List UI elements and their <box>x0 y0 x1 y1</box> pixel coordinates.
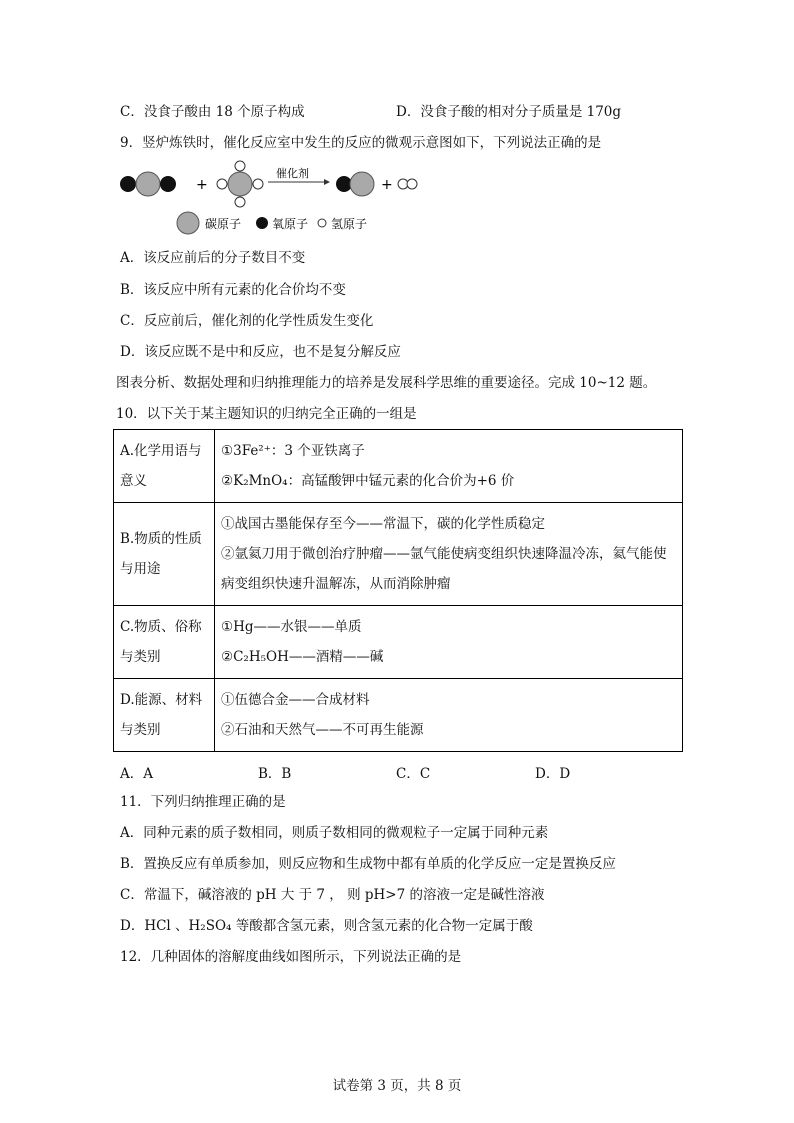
q11-option-a: A．同种元素的质子数相同，则质子数相同的微观粒子一定属于同种元素 <box>120 825 549 841</box>
table-row <box>114 679 683 752</box>
legend-oxygen-icon <box>256 217 268 229</box>
q8-option-c: C．没食子酸由 18 个原子构成 <box>120 104 305 120</box>
section-intro: 图表分析、数据处理和归纳推理能力的培养是发展科学思维的重要途径。完成 10~12 题。 <box>116 375 657 391</box>
q9-option-d: D．该反应既不是中和反应，也不是复分解反应 <box>120 344 401 360</box>
row-item: ②K₂MnO₄：高锰酸钾中锰元素的化合价为+6 价 <box>221 473 515 489</box>
q10-stem: 10．以下关于某主题知识的归纳完全正确的一组是 <box>116 406 417 422</box>
q11-option-b: B．置换反应有单质参加，则反应物和生成物中都有单质的化学反应一定是置换反应 <box>120 856 616 872</box>
legend-carbon-label: 碳原子 <box>205 217 242 231</box>
row-content <box>215 503 683 606</box>
q9-option-c: C．反应前后，催化剂的化学性质发生变化 <box>120 313 374 329</box>
q10-option-d: D．D <box>535 766 571 782</box>
row-item: ②C₂H₅OH——酒精——碱 <box>221 649 384 665</box>
legend-carbon-icon <box>177 212 199 234</box>
table-row <box>114 430 683 503</box>
ch4-molecule <box>217 161 263 207</box>
row-category: A.化学用语与意义 <box>114 430 215 503</box>
q12-stem: 12．几种固体的溶解度曲线如图所示，下列说法正确的是 <box>120 949 462 965</box>
table-row <box>114 606 683 679</box>
table-row <box>114 503 683 606</box>
legend <box>177 212 367 234</box>
row-content <box>215 430 683 503</box>
row-item: ②氩氦刀用于微创治疗肿瘤——氩气能使病变组织快速降温冷冻，氦气能使病变组织快速升温解冻，从而消除肿瘤 <box>221 546 667 592</box>
q11-stem: 11．下列归纳推理正确的是 <box>120 794 286 810</box>
catalyst-label: 催化剂 <box>276 167 309 180</box>
q11-option-d: D．HCl 、H₂SO₄ 等酸都含氢元素，则含氢元素的化合物一定属于酸 <box>120 918 533 934</box>
q9-stem: 9．竖炉炼铁时，催化反应室中发生的反应的微观示意图如下，下列说法正确的是 <box>120 135 602 151</box>
q10-option-a: A．A <box>120 766 153 782</box>
q10-table <box>113 429 683 752</box>
legend-hydrogen-label: 氢原子 <box>331 217 368 231</box>
row-category: B.物质的性质与用途 <box>114 503 215 606</box>
row-category: D.能源、材料与类别 <box>114 679 215 752</box>
row-item: ①战国古墨能保存至今——常温下，碳的化学性质稳定 <box>221 516 545 532</box>
legend-hydrogen-icon <box>318 219 326 227</box>
row-category: C.物质、俗称与类别 <box>114 606 215 679</box>
page-footer: 试卷第 3 页，共 8 页 <box>332 1078 462 1094</box>
plus-sign-1: + <box>196 177 208 193</box>
q10-option-c: C．C <box>396 766 431 782</box>
q9-option-b: B．该反应中所有元素的化合价均不变 <box>120 282 346 298</box>
row-content <box>215 679 683 752</box>
q11-option-c: C．常温下，碱溶液的 pH 大 于 7 ， 则 pH>7 的溶液一定是碱性溶液 <box>120 887 545 903</box>
plus-sign-2: + <box>381 177 393 193</box>
co-molecule <box>336 172 374 196</box>
row-item: ①3Fe²⁺：3 个亚铁离子 <box>221 443 365 459</box>
co2-molecule <box>120 172 176 196</box>
legend-oxygen-label: 氧原子 <box>272 217 309 231</box>
q9-option-a: A．该反应前后的分子数目不变 <box>120 250 306 266</box>
q10-option-b: B．B <box>258 766 292 782</box>
h2-molecule <box>398 179 417 189</box>
q8-option-d: D．没食子酸的相对分子质量是 170g <box>396 104 622 120</box>
row-content <box>215 606 683 679</box>
row-item: ①Hg——水银——单质 <box>221 619 362 635</box>
row-item: ①伍德合金——合成材料 <box>221 692 370 708</box>
reaction-diagram <box>118 160 418 238</box>
row-item: ②石油和天然气——不可再生能源 <box>221 722 424 738</box>
